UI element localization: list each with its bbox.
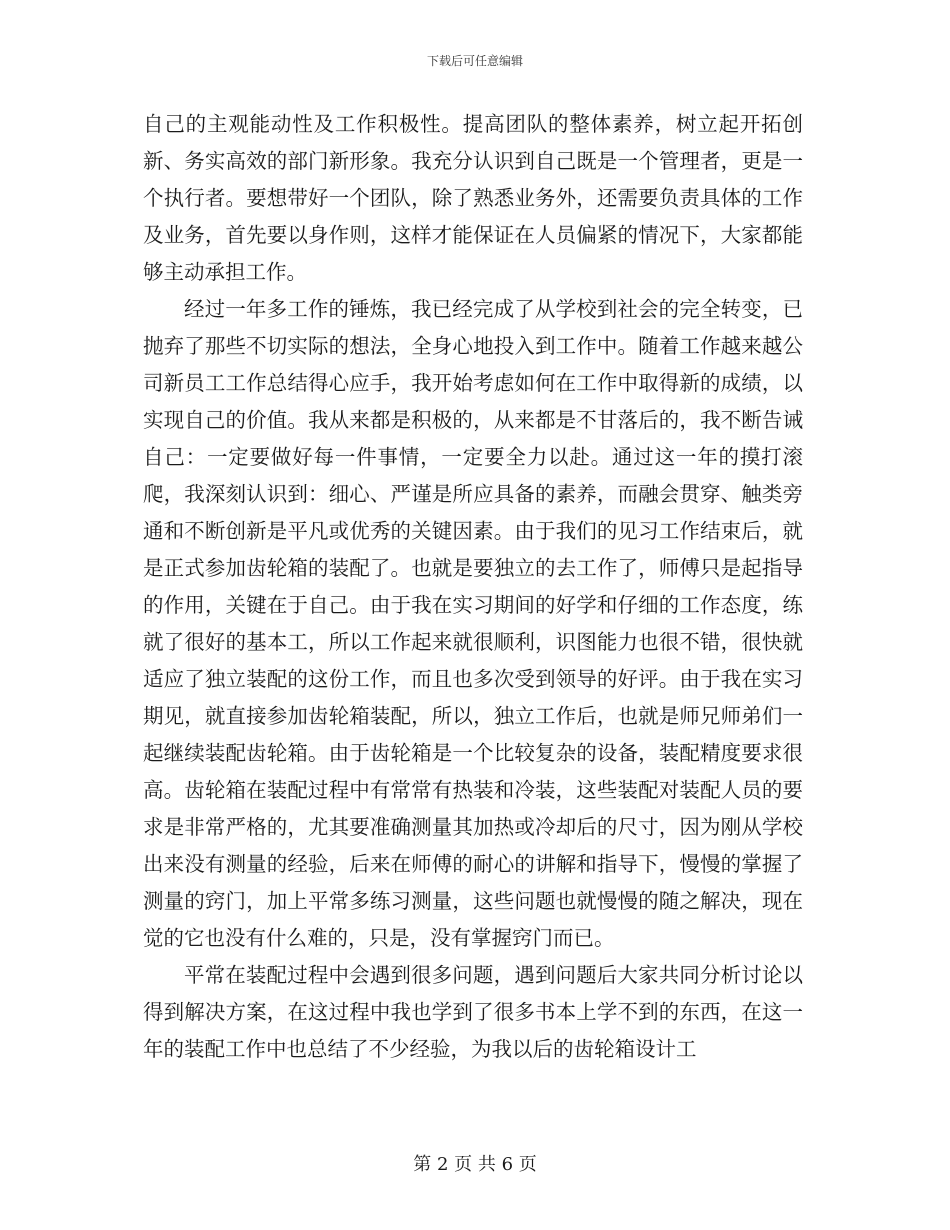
page-number-footer: 第 2 页 共 6 页 [413,1154,537,1175]
paragraph-2: 经过一年多工作的锤炼，我已经完成了从学校到社会的完全转变，已抛弃了那些不切实际的想法，全身心地投入到工作中。随着工作越来越公司新员工工作总结得心应手，我开始考虑如何在工作中取得新的成绩，以实现自己的价值。我从来都是积极的，从来都是不甘落后的，我不断告诫自己：一定要做好每一件事情，一定要全力以赴。通过这一年的摸打滚爬，我深刻认识到：细心、严谨是所应具备的素养，而融会贯穿、触类旁通和不断创新是平凡或优秀的关键因素。由于我们的见习工作结束后，就是正式参加齿轮箱的装配了。也就是要独立的去工作了，师傅只是起指导的作用，关键在于自己。由于我在实习期间的好学和仔细的工作态度，练就了很好的基本工，所以工作起来就很顺利，识图能力也很不错，很快就适应了独立装配的这份工作，而且也多次受到领导的好评。由于我在实习期见，就直接参加齿轮箱装配，所以，独立工作后，也就是师兄师弟们一起继续装配齿轮箱。由于齿轮箱是一个比较复杂的设备，装配精度要求很高。齿轮箱在装配过程中有常常有热装和冷装，这些装配对装配人员的要求是非常严格的，尤其要准确测量其加热或冷却后的尺寸，因为刚从学校出来没有测量的经验，后来在师傅的耐心的讲解和指导下，慢慢的掌握了测量的窍门，加上平常多练习测量，这些问题也就慢慢的随之解决，现在觉的它也没有什么难的，只是，没有掌握窍门而已。 [143,297,803,950]
paragraph-1: 自己的主观能动性及工作积极性。提高团队的整体素养，树立起开拓创新、务实高效的部门新形象。我充分认识到自己既是一个管理者，更是一个执行者。要想带好一个团队，除了熟悉业务外，还需要负责具体的工作及业务，首先要以身作则，这样才能保证在人员偏紧的情况下，大家都能够主动承担工作。 [143,112,803,284]
page-header: 下载后可任意编辑 [426,54,523,68]
document-body [143,106,803,1068]
paragraph-3: 平常在装配过程中会遇到很多问题，遇到问题后大家共同分析讨论以得到解决方案，在这过程中我也学到了很多书本上学不到的东西，在这一年的装配工作中也总结了不少经验，为我以后的齿轮箱设计工 [143,963,803,1061]
